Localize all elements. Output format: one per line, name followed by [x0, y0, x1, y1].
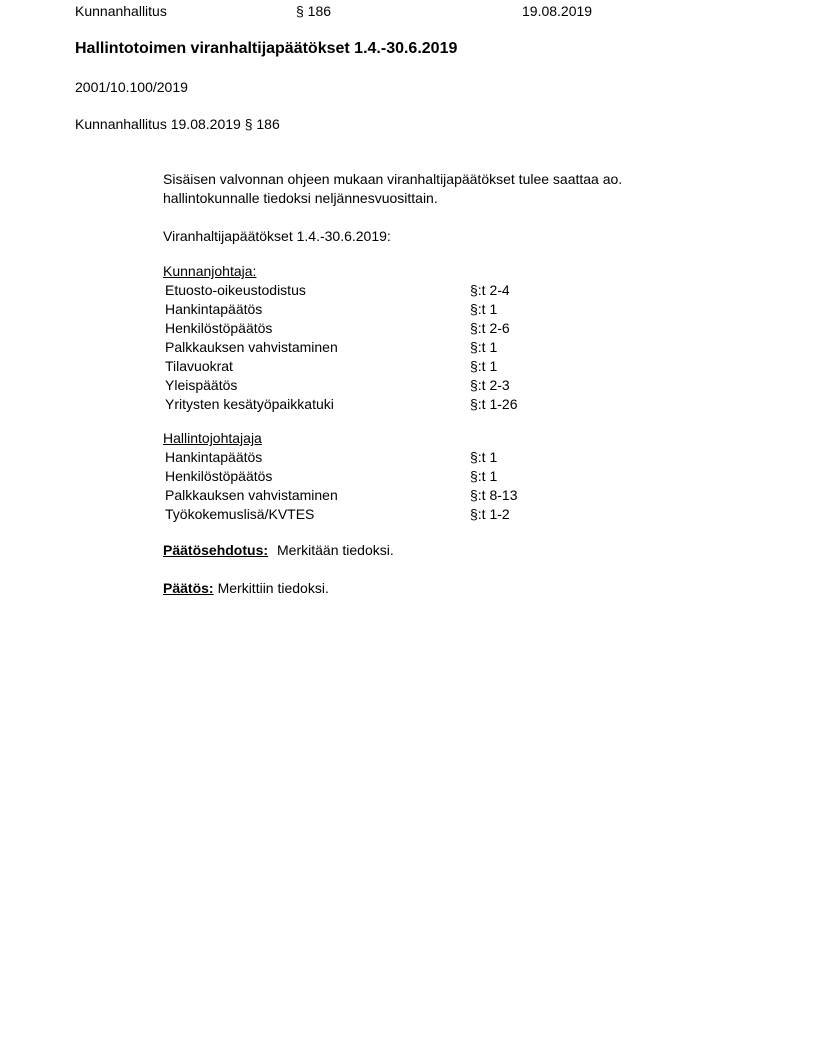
item-label: Hankintapäätös [165, 449, 263, 465]
list-item [165, 467, 708, 486]
header-committee: Kunnanhallitus [75, 3, 167, 19]
item-value: §:t 8-13 [470, 487, 518, 503]
list-item [165, 505, 708, 524]
page-header [75, 2, 776, 21]
item-label: Etuosto-oikeustodistus [165, 282, 306, 298]
section-heading: Hallintojohtajaja [163, 430, 262, 446]
proposal-text: Merkitään tiedoksi. [277, 542, 394, 558]
item-value: §:t 1 [470, 358, 498, 374]
proposal-line [163, 541, 708, 560]
intro-line-2: hallintokunnalle tiedoksi neljännesvuosittain. [163, 190, 438, 206]
proposal-label: Päätösehdotus: [163, 542, 269, 558]
item-value: §:t 1-2 [470, 506, 510, 522]
item-label: Palkkauksen vahvistaminen [165, 339, 338, 355]
page-title: Hallintotoimen viranhaltijapäätökset 1.4.-30.6.2019 [75, 40, 458, 57]
decision-label: Päätös: [163, 580, 214, 596]
list-item [165, 300, 708, 319]
section-hallintojohtaja [163, 429, 708, 524]
item-value: §:t 2-3 [470, 377, 510, 393]
section-kunnanjohtaja [163, 262, 708, 414]
item-label: Hankintapäätös [165, 301, 263, 317]
item-value: §:t 1 [470, 339, 498, 355]
item-label: Henkilöstöpäätös [165, 320, 273, 336]
intro-paragraph [163, 170, 708, 208]
item-label: Henkilöstöpäätös [165, 468, 273, 484]
item-value: §:t 1-26 [470, 396, 518, 412]
list-item [165, 376, 708, 395]
list-item [165, 486, 708, 505]
item-value: §:t 2-6 [470, 320, 510, 336]
list-item [165, 338, 708, 357]
decision-line [163, 579, 708, 598]
decision-text: Merkittiin tiedoksi. [217, 580, 329, 596]
decisions-subtitle: Viranhaltijapäätökset 1.4.-30.6.2019: [163, 228, 391, 244]
list-item [165, 281, 708, 300]
item-label: Tilavuokrat [165, 358, 233, 374]
intro-line-1: Sisäisen valvonnan ohjeen mukaan viranhaltijapäätökset tulee saattaa ao. [163, 171, 623, 187]
item-value: §:t 1 [470, 468, 498, 484]
list-item [165, 448, 708, 467]
body-content [163, 170, 708, 598]
list-item [165, 357, 708, 376]
item-label: Työkokemuslisä/KVTES [165, 506, 315, 522]
header-date: 19.08.2019 [522, 3, 593, 19]
item-value: §:t 1 [470, 449, 498, 465]
meeting-reference: Kunnanhallitus 19.08.2019 § 186 [75, 116, 280, 132]
section-heading: Kunnanjohtaja: [163, 263, 257, 279]
case-number: 2001/10.100/2019 [75, 79, 188, 95]
item-label: Yritysten kesätyöpaikkatuki [165, 396, 334, 412]
header-section-number: § 186 [296, 3, 332, 19]
item-label: Palkkauksen vahvistaminen [165, 487, 338, 503]
decision-list [163, 448, 708, 524]
list-item [165, 319, 708, 338]
item-label: Yleispäätös [165, 377, 238, 393]
item-value: §:t 2-4 [470, 282, 510, 298]
decision-list [163, 281, 708, 414]
item-value: §:t 1 [470, 301, 498, 317]
list-item [165, 395, 708, 414]
